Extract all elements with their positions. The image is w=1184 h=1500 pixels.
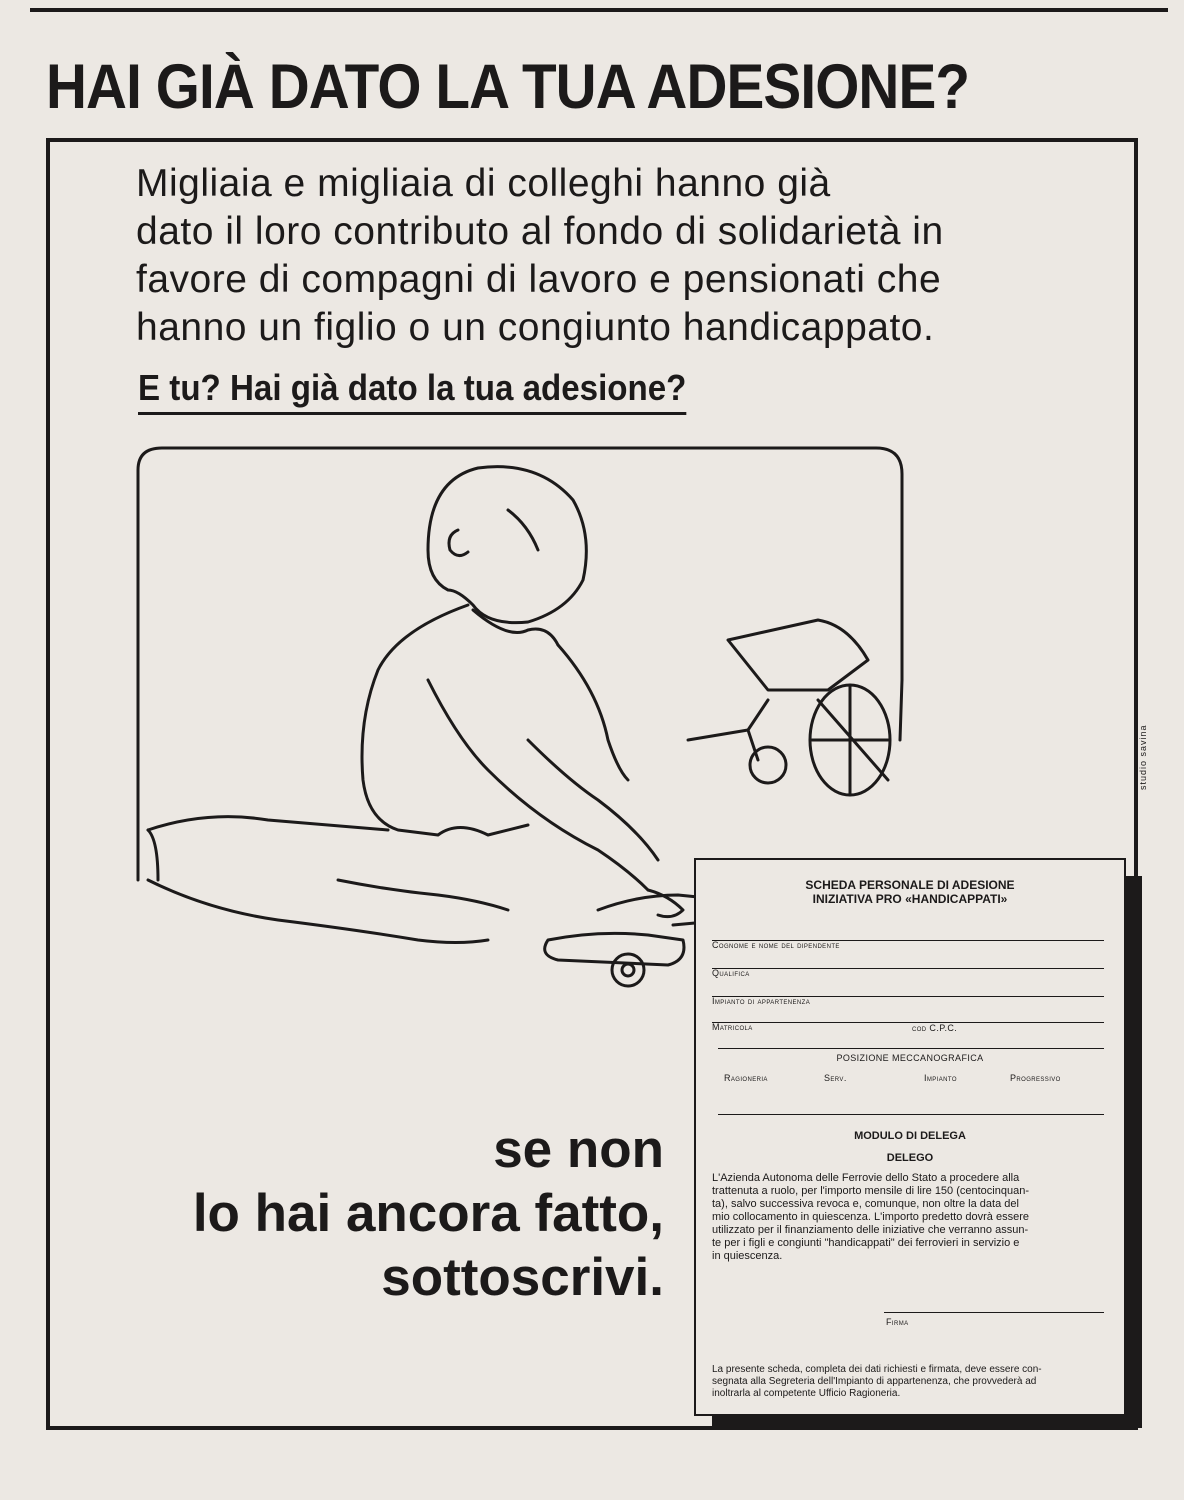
matricola-field[interactable]: Matricola bbox=[712, 1008, 1104, 1023]
headline: HAI GIÀ DATO LA TUA ADESIONE? bbox=[46, 52, 970, 122]
cta-line: se non bbox=[493, 1120, 664, 1179]
delega-text: L'Azienda Autonoma delle Ferrovie dello Stato a procedere alla trattenuta a ruolo, per l'importo mensile di lire 150 (centocinquan- ta), salvo successiva revoca e, comunque, non oltre la data del mio collocamento in quiescenza. L'importo predetto dovrà essere utilizzato per il finanziamento delle iniziative che verranno assun- te per i figli e congiunti "handicappati" dei ferrovieri in servizio e in quiescenza. bbox=[712, 1172, 1029, 1262]
col-impianto: Impianto bbox=[924, 1073, 957, 1083]
call-to-action bbox=[24, 1118, 664, 1310]
qualifica-field[interactable]: Qualifica bbox=[712, 954, 1104, 969]
firma-label: Firma bbox=[886, 1317, 909, 1327]
intro-line: dato il loro contributo al fondo di solidarietà in bbox=[136, 210, 944, 253]
col-ragioneria: Ragioneria bbox=[724, 1073, 768, 1083]
question-heading: E tu? Hai già dato la tua adesione? bbox=[138, 366, 686, 415]
col-progressivo: Progressivo bbox=[1010, 1073, 1061, 1083]
top-rule bbox=[30, 8, 1168, 12]
delego-title: DELEGO bbox=[886, 1152, 934, 1164]
intro-line: favore di compagni di lavoro e pensionati che bbox=[136, 258, 942, 301]
intro-paragraph bbox=[136, 160, 1116, 352]
form-title: SCHEDA PERSONALE DI ADESIONE INIZIATIVA PRO «HANDICAPPATI» bbox=[805, 878, 1015, 906]
intro-line: hanno un figlio o un congiunto handicappato. bbox=[136, 306, 935, 349]
membership-form bbox=[694, 858, 1126, 1416]
impianto-field[interactable]: Impianto di appartenenza bbox=[712, 982, 1104, 997]
cpc-label: cod C.P.C. bbox=[912, 1023, 958, 1033]
modulo-title: MODULO DI DELEGA bbox=[854, 1130, 966, 1142]
posizione-rule bbox=[718, 1048, 1104, 1049]
cta-line: sottoscrivi. bbox=[381, 1248, 664, 1307]
cta-line: lo hai ancora fatto, bbox=[192, 1184, 664, 1243]
cognome-field[interactable]: Cognome e nome del dipendente bbox=[712, 926, 1104, 941]
posizione-label: POSIZIONE MECCANOGRAFICA bbox=[836, 1053, 984, 1063]
child-body bbox=[362, 605, 528, 835]
child-legs bbox=[148, 817, 388, 830]
form-footer-note: La presente scheda, completa dei dati richiesti e firmata, deve essere con- segnata alla Segreteria dell'Impianto di appartenenza, che provvederà ad inoltrarla al competente Ufficio Ragioneria. bbox=[712, 1364, 1042, 1399]
signature-line[interactable] bbox=[884, 1312, 1104, 1313]
posizione-input-line[interactable] bbox=[718, 1114, 1104, 1115]
photo-credit: studio savina bbox=[1138, 724, 1148, 790]
child-arm bbox=[428, 680, 648, 890]
illustration-frame bbox=[138, 448, 902, 680]
child-head bbox=[428, 467, 586, 623]
wheelchair bbox=[728, 620, 868, 690]
intro-line: Migliaia e migliaia di colleghi hanno già bbox=[136, 162, 831, 205]
col-serv: Serv. bbox=[824, 1073, 847, 1083]
